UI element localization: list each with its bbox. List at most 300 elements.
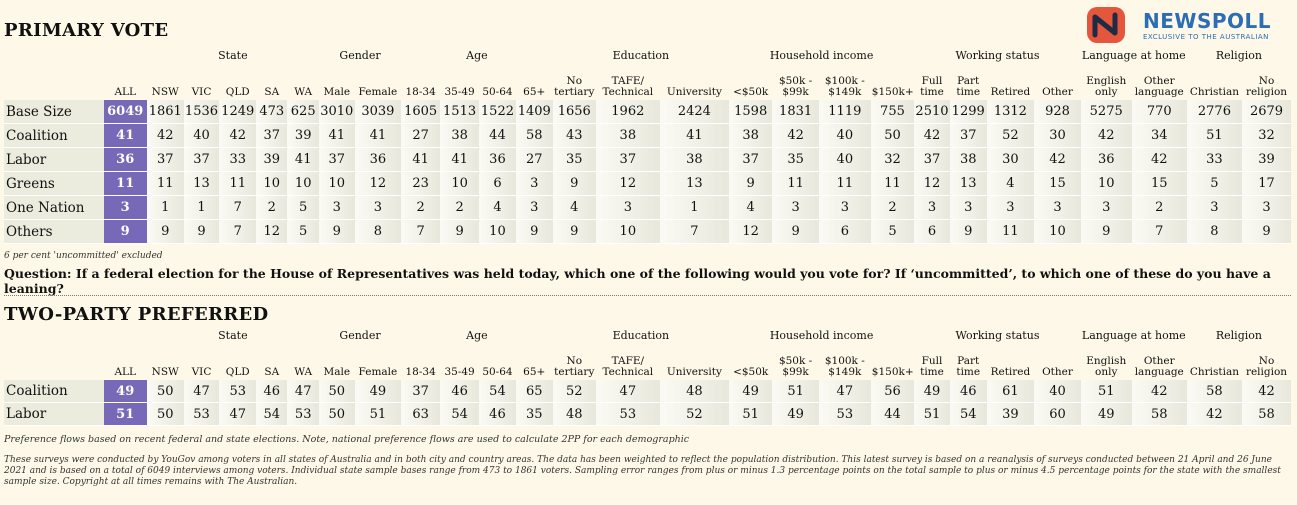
column-header: VIC — [191, 86, 212, 98]
column-header: Other language — [1134, 75, 1184, 98]
table-cell: 65 — [516, 380, 553, 403]
table-cell: 3 — [516, 196, 553, 220]
row-label: Labor — [4, 148, 104, 172]
table-cell: 42 — [1132, 380, 1187, 403]
table-cell: 39 — [256, 148, 287, 172]
table-cell: 43 — [553, 124, 596, 148]
table-cell: 625 — [287, 100, 318, 124]
table-cell: 10 — [1081, 172, 1132, 196]
table-cell: 1536 — [184, 100, 220, 124]
row-label: Coalition — [4, 124, 104, 148]
table-cell: 7 — [219, 220, 256, 244]
table-cell: 23 — [401, 172, 440, 196]
table-cell: 47 — [184, 380, 220, 403]
table-cell: 27 — [401, 124, 440, 148]
table-cell: 41 — [319, 124, 355, 148]
table-cell: 9 — [950, 220, 987, 244]
table-row — [4, 124, 1291, 148]
uncommitted-note: 6 per cent 'uncommitted' excluded — [4, 251, 163, 261]
table-row — [4, 196, 1291, 220]
column-header: QLD — [225, 366, 250, 378]
table-cell: 37 — [184, 148, 220, 172]
table-cell: 36 — [355, 148, 402, 172]
table-cell: 12 — [256, 220, 287, 244]
table-row — [4, 403, 1291, 426]
row-label: Greens — [4, 172, 104, 196]
table-cell: 9 — [729, 172, 772, 196]
group-header: State — [218, 329, 248, 342]
table-cell: 39 — [1242, 148, 1291, 172]
table-cell: 58 — [1242, 403, 1291, 426]
table-cell: 1522 — [479, 100, 516, 124]
table-cell: 1962 — [596, 100, 660, 124]
table-cell: 15 — [1132, 172, 1187, 196]
table-cell: 40 — [819, 124, 871, 148]
column-header: University — [666, 366, 722, 378]
column-header: NSW — [151, 366, 179, 378]
table-cell: 11 — [772, 172, 819, 196]
table-cell: 2 — [401, 196, 440, 220]
table-cell: 2424 — [660, 100, 729, 124]
column-header: TAFE/ Technical — [602, 355, 654, 378]
table-cell: 42 — [147, 124, 184, 148]
table-cell: 9 — [553, 220, 596, 244]
all-voters-cell: 51 — [104, 403, 147, 426]
table-cell: 1656 — [553, 100, 596, 124]
column-header: Other language — [1134, 355, 1184, 378]
table-cell: 2679 — [1242, 100, 1291, 124]
table-cell: 37 — [729, 148, 772, 172]
column-header: $50k - $99k — [778, 355, 813, 378]
table-cell: 13 — [660, 172, 729, 196]
column-header: No religion — [1245, 75, 1288, 98]
table-cell: 10 — [256, 172, 287, 196]
table-cell: 58 — [1132, 403, 1187, 426]
table-cell: 53 — [819, 403, 871, 426]
column-header: 50-64 — [482, 366, 513, 378]
group-header: Gender — [339, 49, 381, 62]
group-header: Household income — [769, 329, 874, 342]
table-cell: 13 — [950, 172, 987, 196]
table-cell: 42 — [219, 124, 256, 148]
table-cell: 1119 — [819, 100, 871, 124]
table-cell: 2 — [1132, 196, 1187, 220]
table-cell: 42 — [1187, 403, 1242, 426]
table-cell: 9 — [553, 172, 596, 196]
row-label: Labor — [4, 403, 104, 426]
table-cell: 3 — [516, 172, 553, 196]
column-header: Part time — [956, 75, 981, 98]
table-cell: 51 — [772, 380, 819, 403]
column-header: 65+ — [523, 366, 546, 378]
table-cell: 53 — [219, 380, 256, 403]
table-cell: 3 — [1242, 196, 1291, 220]
table-cell: 63 — [401, 403, 440, 426]
column-header: VIC — [191, 366, 212, 378]
table-cell: 770 — [1132, 100, 1187, 124]
table-cell: 1605 — [401, 100, 440, 124]
table-cell: 11 — [871, 172, 914, 196]
group-header: Language at home — [1081, 329, 1186, 342]
column-header: $100k - $149k — [824, 75, 865, 98]
table-cell: 40 — [1034, 380, 1081, 403]
table-cell: 30 — [987, 148, 1035, 172]
table-cell: 38 — [440, 124, 479, 148]
column-header: TAFE/ Technical — [602, 75, 654, 98]
group-header: State — [218, 49, 248, 62]
table-cell: 10 — [1034, 220, 1081, 244]
column-header: No tertiary — [554, 355, 595, 378]
table-cell: 46 — [440, 380, 479, 403]
table-cell: 473 — [256, 100, 287, 124]
column-header: $100k - $149k — [824, 355, 865, 378]
table-cell: 17 — [1242, 172, 1291, 196]
column-header: English only — [1086, 355, 1127, 378]
table-cell: 54 — [256, 403, 287, 426]
column-header: $50k - $99k — [778, 75, 813, 98]
table-cell: 42 — [1242, 380, 1291, 403]
table-cell: 49 — [914, 380, 950, 403]
table-cell: 42 — [1081, 124, 1132, 148]
group-header: Age — [466, 49, 488, 62]
column-header: ALL — [114, 366, 136, 378]
table-cell: 50 — [319, 403, 355, 426]
table-cell: 3 — [772, 196, 819, 220]
column-header: Full time — [920, 355, 944, 378]
table-cell: 1312 — [987, 100, 1035, 124]
table-cell: 47 — [287, 380, 318, 403]
table-cell: 49 — [772, 403, 819, 426]
preference-flows-note: Preference flows based on recent federal and state elections. Note, national preference flows are used to calculate 2PP for each demographic — [4, 434, 690, 445]
table-cell: 3 — [819, 196, 871, 220]
table-row — [4, 220, 1291, 244]
table-cell: 9 — [319, 220, 355, 244]
table-cell: 54 — [950, 403, 987, 426]
group-header: Religion — [1215, 49, 1262, 62]
group-header: Education — [612, 49, 670, 62]
table-cell: 2776 — [1187, 100, 1242, 124]
column-header: Christian — [1189, 86, 1239, 98]
column-header: Male — [323, 366, 351, 378]
table-cell: 58 — [1187, 380, 1242, 403]
table-cell: 12 — [914, 172, 950, 196]
table-cell: 46 — [950, 380, 987, 403]
table-cell: 53 — [287, 403, 318, 426]
table-cell: 9 — [516, 220, 553, 244]
table-cell: 13 — [184, 172, 220, 196]
table-cell: 53 — [184, 403, 220, 426]
table-cell: 50 — [871, 124, 914, 148]
table-cell: 51 — [355, 403, 402, 426]
table-cell: 35 — [516, 403, 553, 426]
table-cell: 3 — [596, 196, 660, 220]
table-cell: 4 — [553, 196, 596, 220]
table-cell: 7 — [1132, 220, 1187, 244]
column-header: Part time — [956, 355, 981, 378]
table-cell: 4 — [987, 172, 1035, 196]
table-cell: 38 — [596, 124, 660, 148]
all-voters-cell: 6049 — [104, 100, 147, 124]
table-cell: 49 — [355, 380, 402, 403]
table-cell: 9 — [1242, 220, 1291, 244]
survey-question: Question: If a federal election for the House of Representatives was held today, which one of the following would you vote for? If ‘uncommitted’, to which one of these do you have a leaning? — [4, 266, 1271, 296]
all-voters-cell: 36 — [104, 148, 147, 172]
table-cell: 42 — [772, 124, 819, 148]
table-cell: 37 — [256, 124, 287, 148]
column-header: 18-34 — [405, 86, 436, 98]
column-header: Christian — [1189, 366, 1239, 378]
table-cell: 11 — [819, 172, 871, 196]
primary-vote-table — [4, 50, 1291, 244]
column-header: No tertiary — [554, 75, 595, 98]
group-header: Working status — [955, 329, 1040, 342]
column-header: <$50k — [733, 366, 769, 378]
table-cell: 2510 — [914, 100, 950, 124]
newspoll-logo — [1087, 5, 1287, 45]
table-cell: 37 — [914, 148, 950, 172]
table-cell: 3 — [987, 196, 1035, 220]
table-row — [4, 148, 1291, 172]
table-cell: 44 — [871, 403, 914, 426]
table-cell: 41 — [287, 148, 318, 172]
table-cell: 41 — [401, 148, 440, 172]
table-cell: 50 — [147, 403, 184, 426]
table-cell: 42 — [914, 124, 950, 148]
column-header: ALL — [114, 86, 136, 98]
table-cell: 37 — [950, 124, 987, 148]
table-cell: 2 — [256, 196, 287, 220]
table-cell: 30 — [1034, 124, 1081, 148]
table-row — [4, 100, 1291, 124]
table-cell: 42 — [1034, 148, 1081, 172]
primary-vote-title: PRIMARY VOTE — [4, 20, 169, 41]
table-cell: 12 — [355, 172, 402, 196]
column-header: NSW — [151, 86, 179, 98]
table-cell: 58 — [516, 124, 553, 148]
all-voters-cell: 3 — [104, 196, 147, 220]
table-cell: 34 — [1132, 124, 1187, 148]
table-cell: 33 — [219, 148, 256, 172]
column-header: 50-64 — [482, 86, 513, 98]
column-header: $150k+ — [871, 366, 914, 378]
table-cell: 49 — [1081, 403, 1132, 426]
table-cell: 2 — [871, 196, 914, 220]
table-cell: 56 — [871, 380, 914, 403]
column-header: Other — [1042, 366, 1073, 378]
column-header: 35-49 — [444, 86, 475, 98]
table-cell: 37 — [319, 148, 355, 172]
group-header — [4, 50, 147, 66]
table-cell: 10 — [287, 172, 318, 196]
all-voters-cell: 11 — [104, 172, 147, 196]
table-cell: 52 — [660, 403, 729, 426]
column-header — [4, 66, 104, 100]
table-cell: 9 — [147, 220, 184, 244]
table-cell: 6 — [479, 172, 516, 196]
group-header: Religion — [1215, 329, 1262, 342]
table-cell: 52 — [987, 124, 1035, 148]
table-cell: 4 — [729, 196, 772, 220]
group-header: Education — [612, 329, 670, 342]
table-cell: 54 — [440, 403, 479, 426]
table-cell: 10 — [596, 220, 660, 244]
row-label: Others — [4, 220, 104, 244]
table-cell: 5275 — [1081, 100, 1132, 124]
group-header: Household income — [769, 49, 874, 62]
table-cell: 48 — [660, 380, 729, 403]
table-cell: 15 — [1034, 172, 1081, 196]
table-cell: 36 — [479, 148, 516, 172]
table-cell: 1513 — [440, 100, 479, 124]
table-cell: 27 — [516, 148, 553, 172]
table-cell: 3 — [355, 196, 402, 220]
table-cell: 50 — [147, 380, 184, 403]
logo-tagline: EXCLUSIVE TO THE AUSTRALIAN — [1143, 33, 1269, 41]
table-cell: 6 — [819, 220, 871, 244]
column-header: 35-49 — [444, 366, 475, 378]
table-cell: 36 — [1081, 148, 1132, 172]
group-header: Language at home — [1081, 49, 1186, 62]
table-cell: 46 — [256, 380, 287, 403]
table-cell: 10 — [440, 172, 479, 196]
table-cell: 40 — [819, 148, 871, 172]
row-label: One Nation — [4, 196, 104, 220]
table-cell: 3 — [1081, 196, 1132, 220]
table-cell: 11 — [987, 220, 1035, 244]
table-cell: 3 — [1187, 196, 1242, 220]
all-voters-cell: 9 — [104, 220, 147, 244]
column-header: SA — [264, 86, 280, 98]
table-cell: 54 — [479, 380, 516, 403]
table-cell: 3039 — [355, 100, 402, 124]
table-cell: 5 — [871, 220, 914, 244]
table-cell: 11 — [219, 172, 256, 196]
table-cell: 12 — [596, 172, 660, 196]
table-cell: 53 — [596, 403, 660, 426]
table-cell: 9 — [440, 220, 479, 244]
table-cell: 39 — [987, 403, 1035, 426]
table-cell: 1 — [660, 196, 729, 220]
table-cell: 1831 — [772, 100, 819, 124]
table-cell: 8 — [1187, 220, 1242, 244]
column-header: <$50k — [733, 86, 769, 98]
table-cell: 5 — [1187, 172, 1242, 196]
table-cell: 8 — [355, 220, 402, 244]
column-header: Retired — [990, 366, 1031, 378]
table-cell: 47 — [596, 380, 660, 403]
table-cell: 9 — [1081, 220, 1132, 244]
table-cell: 48 — [553, 403, 596, 426]
table-cell: 5 — [287, 196, 318, 220]
table-cell: 1 — [184, 196, 220, 220]
table-cell: 52 — [553, 380, 596, 403]
section-divider — [4, 295, 1291, 296]
table-cell: 38 — [950, 148, 987, 172]
table-cell: 35 — [553, 148, 596, 172]
table-cell: 6 — [914, 220, 950, 244]
table-cell: 2 — [440, 196, 479, 220]
table-cell: 41 — [440, 148, 479, 172]
table-cell: 61 — [987, 380, 1035, 403]
table-cell: 37 — [596, 148, 660, 172]
table-cell: 3010 — [319, 100, 355, 124]
table-cell: 755 — [871, 100, 914, 124]
table-cell: 3 — [319, 196, 355, 220]
group-header: Gender — [339, 329, 381, 342]
group-header: Age — [466, 329, 488, 342]
table-cell: 38 — [729, 124, 772, 148]
table-cell: 51 — [914, 403, 950, 426]
table-cell: 12 — [729, 220, 772, 244]
table-cell: 9 — [184, 220, 220, 244]
table-cell: 1299 — [950, 100, 987, 124]
table-cell: 3 — [914, 196, 950, 220]
table-cell: 41 — [355, 124, 402, 148]
column-header: Female — [358, 86, 398, 98]
table-cell: 1409 — [516, 100, 553, 124]
table-cell: 38 — [660, 148, 729, 172]
table-row — [4, 172, 1291, 196]
methodology-footer: These surveys were conducted by YouGov among voters in all states of Australia and in both city and country areas. The data has been weighted to reflect the population distribution. This latest survey is based on a reanalysis of surveys conducted between 21 April and 26 June 2021 and is based on a total of 6049 interviews among voters. Individual state sample bases range from 473 to 1861 voters. Sampling error ranges from plus or minus 1.3 percentage points on the total sample to plus or minus 4.5 percentage points for the state with the smallest sample size. Copyright at all times remains with The Australian. — [4, 455, 1281, 487]
table-cell: 60 — [1034, 403, 1081, 426]
column-header: SA — [264, 366, 280, 378]
table-cell: 32 — [1242, 124, 1291, 148]
table-cell: 41 — [660, 124, 729, 148]
table-cell: 51 — [729, 403, 772, 426]
column-header: English only — [1086, 75, 1127, 98]
table-cell: 10 — [319, 172, 355, 196]
table-cell: 7 — [401, 220, 440, 244]
table-cell: 35 — [772, 148, 819, 172]
two-party-preferred-title: TWO-PARTY PREFERRED — [4, 304, 269, 325]
table-cell: 51 — [1081, 380, 1132, 403]
table-cell: 44 — [479, 124, 516, 148]
table-row — [4, 380, 1291, 403]
table-cell: 46 — [479, 403, 516, 426]
table-cell: 37 — [147, 148, 184, 172]
newspoll-mark-icon — [1087, 7, 1125, 43]
table-cell: 42 — [1132, 148, 1187, 172]
table-cell: 4 — [479, 196, 516, 220]
column-header: University — [666, 86, 722, 98]
table-cell: 9 — [772, 220, 819, 244]
table-cell: 33 — [1187, 148, 1242, 172]
table-cell: 5 — [287, 220, 318, 244]
group-header: Working status — [955, 49, 1040, 62]
table-cell: 37 — [401, 380, 440, 403]
column-header: 18-34 — [405, 366, 436, 378]
table-cell: 1249 — [219, 100, 256, 124]
column-header: Male — [323, 86, 351, 98]
column-header: Retired — [990, 86, 1031, 98]
column-header: WA — [294, 86, 313, 98]
column-header — [4, 346, 104, 380]
all-voters-cell: 41 — [104, 124, 147, 148]
column-header: WA — [294, 366, 313, 378]
all-voters-cell: 49 — [104, 380, 147, 403]
table-cell: 32 — [871, 148, 914, 172]
column-header: $150k+ — [871, 86, 914, 98]
table-cell: 11 — [147, 172, 184, 196]
table-cell: 49 — [729, 380, 772, 403]
table-cell: 10 — [479, 220, 516, 244]
column-header: QLD — [225, 86, 250, 98]
column-header: Other — [1042, 86, 1073, 98]
table-cell: 3 — [1034, 196, 1081, 220]
table-cell: 51 — [1187, 124, 1242, 148]
column-header: Full time — [920, 75, 944, 98]
table-cell: 7 — [219, 196, 256, 220]
